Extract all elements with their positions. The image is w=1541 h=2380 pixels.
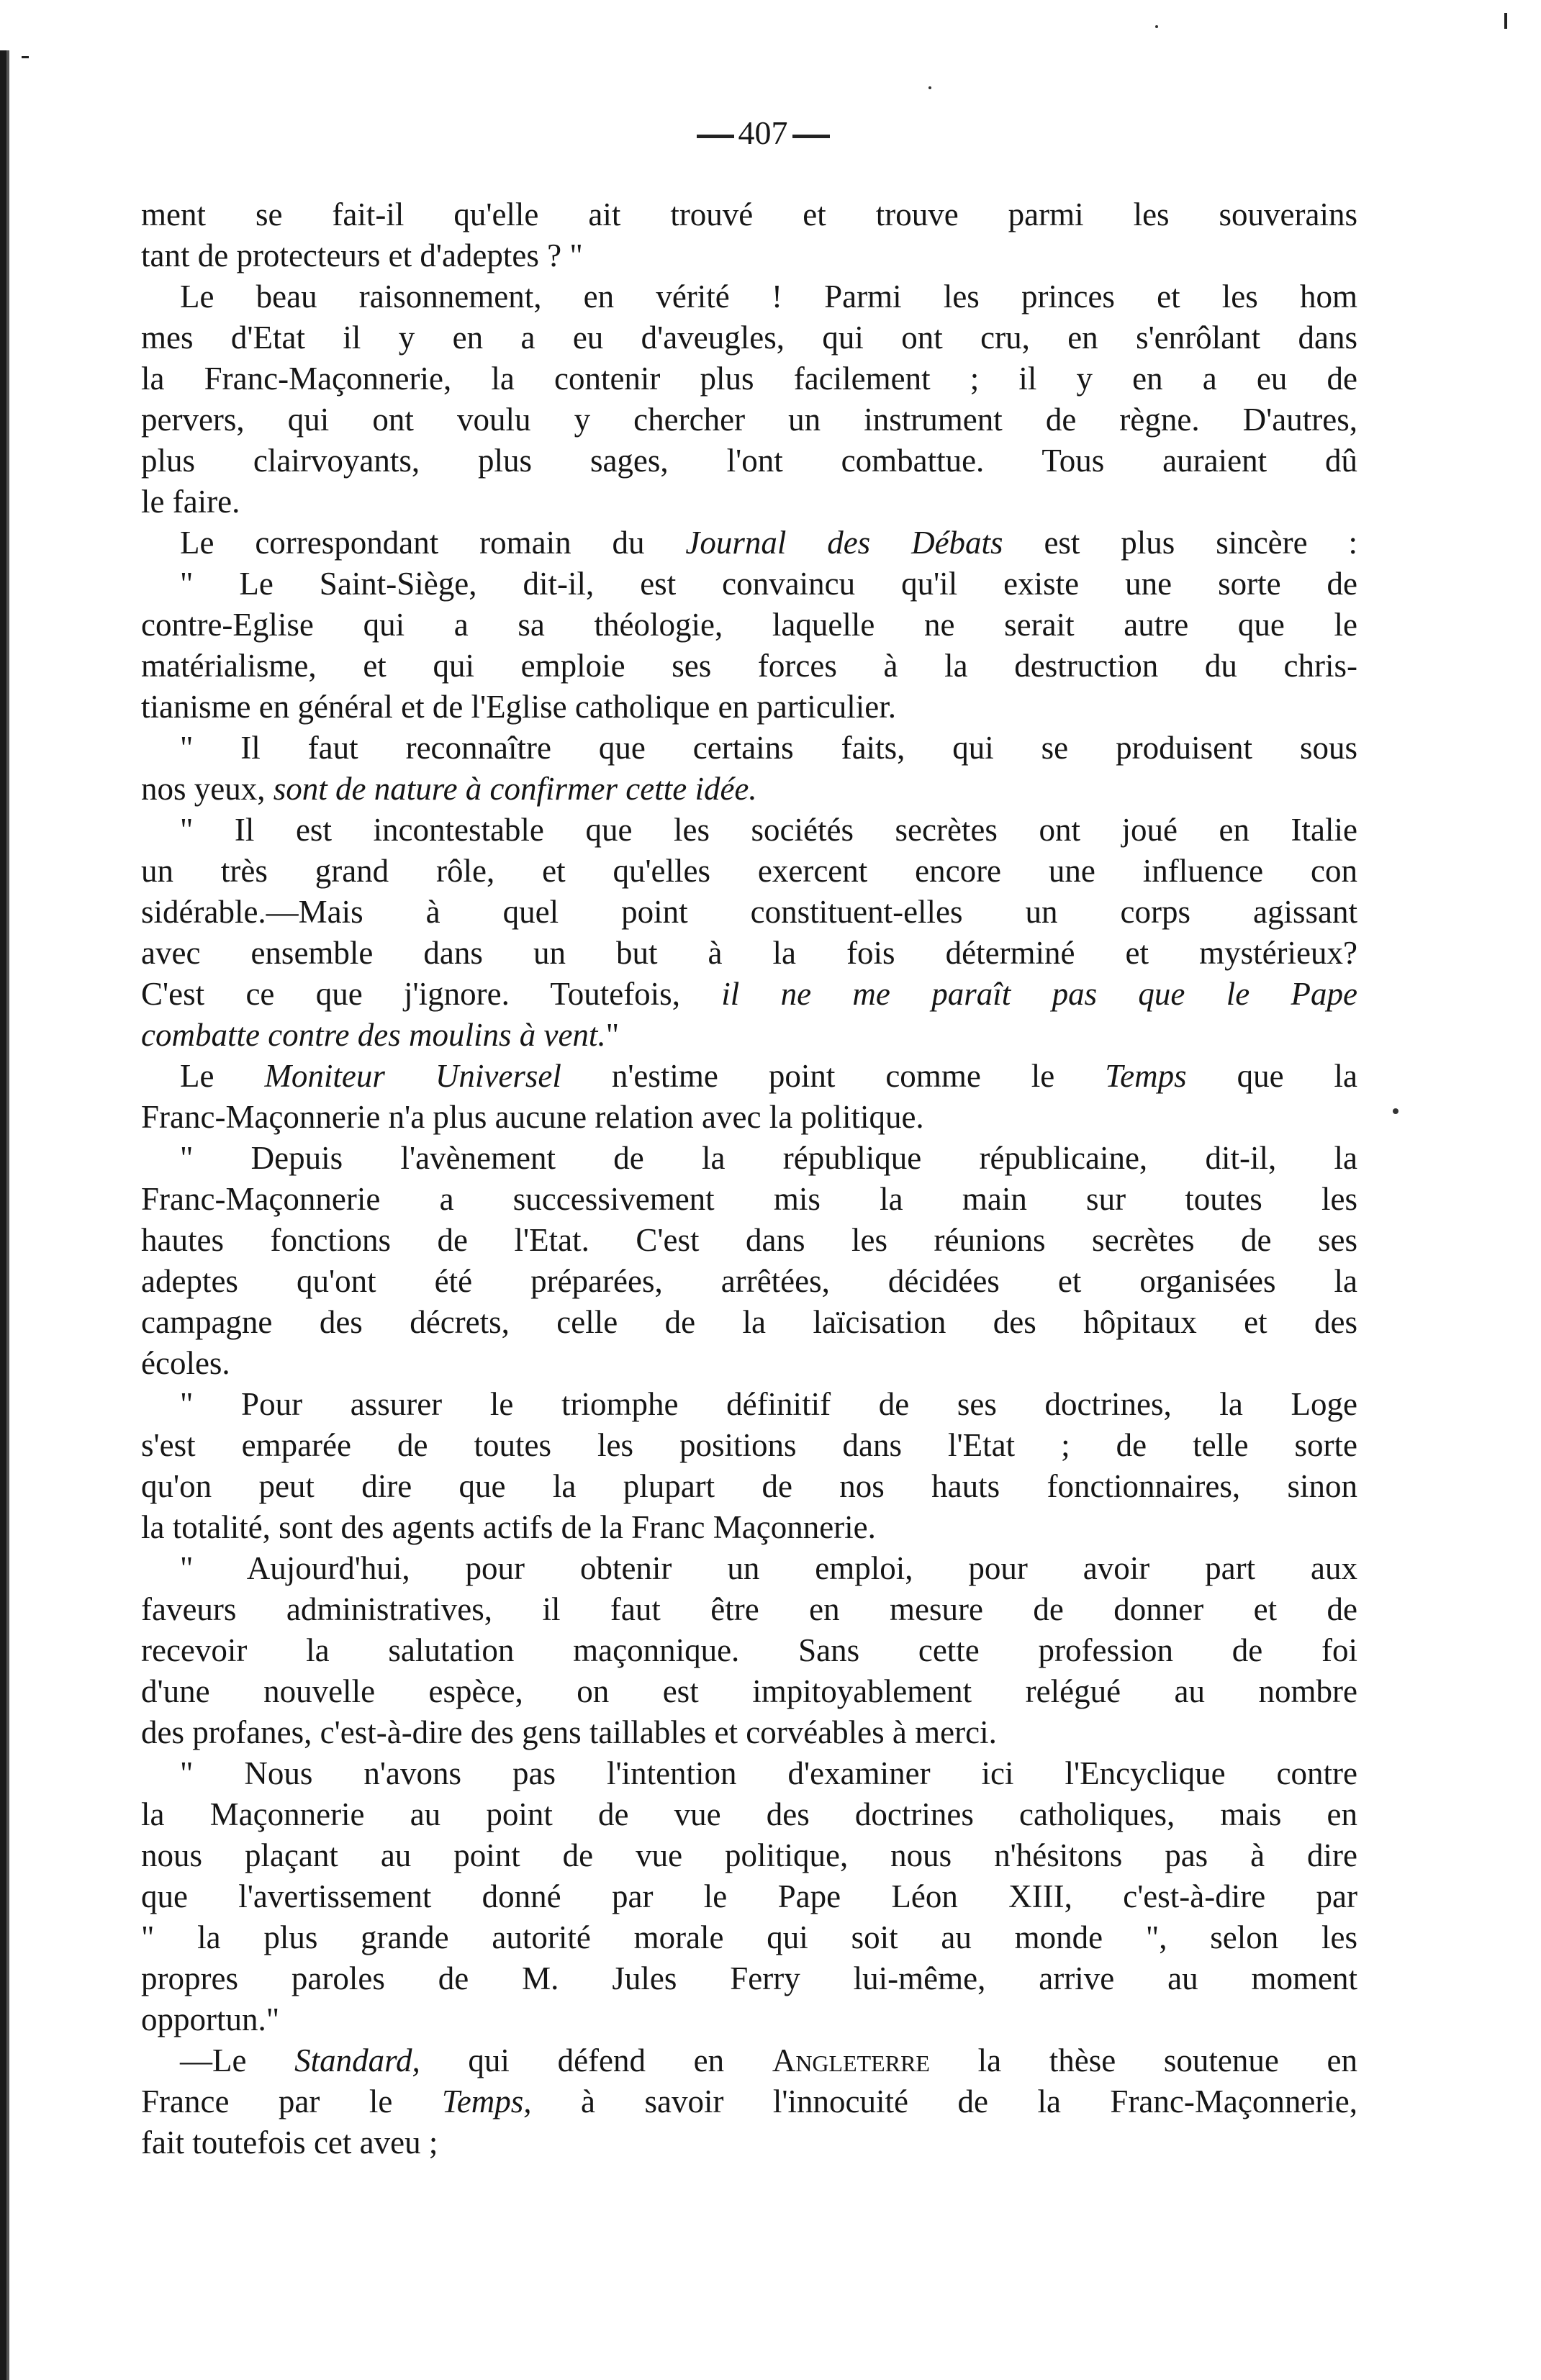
text-line: écoles. [141, 1345, 230, 1381]
italic-phrase: combatte contre des moulins à vent. [141, 1017, 606, 1053]
text-line: tianisme en général et de l'Eglise catholique en particulier. [141, 689, 896, 725]
italic-phrase: il ne me paraît pas que le Pape [721, 976, 1357, 1012]
text-line: la Maçonnerie au point de vue des doctrines catholiques, mais en [141, 1796, 1357, 1832]
journal-title: Journal des Débats [685, 525, 1003, 561]
text-line: Le correspondant romain du Journal des Débats est plus sincère : [180, 525, 1357, 561]
text-line: que l'avertissement donné par le Pape Léon XIII, c'est-à-dire par [141, 1878, 1357, 1914]
scan-speck [928, 86, 931, 89]
moniteur-title: Moniteur Universel [264, 1058, 561, 1094]
text-line: avec ensemble dans un but à la fois déterminé et mystérieux? [141, 935, 1357, 971]
standard-title: Standard, [294, 2042, 420, 2078]
text-line: contre-Eglise qui a sa théologie, laquelle ne serait autre que le [141, 607, 1357, 643]
scan-speck [1393, 1108, 1398, 1114]
text-line: nous plaçant au point de vue politique, nous n'hésitons pas à dire [141, 1837, 1357, 1873]
text-line: qu'on peut dire que la plupart de nos hauts fonctionnaires, sinon [141, 1468, 1357, 1504]
text-line: Le beau raisonnement, en vérité ! Parmi les princes et les hom [180, 279, 1357, 315]
header-dash-right [792, 135, 830, 138]
page-number: 407 [738, 114, 788, 151]
text-line: mes d'Etat il y en a eu d'aveugles, qui ont cru, en s'enrôlant dans [141, 320, 1357, 356]
scan-mark [1504, 13, 1507, 29]
text-line: ment se fait-il qu'elle ait trouvé et trouve parmi les souverains [141, 196, 1357, 232]
text-line: recevoir la salutation maçonnique. Sans cette profession de foi [141, 1632, 1357, 1668]
text-line: C'est ce que j'ignore. Toutefois, il ne me paraît pas que le Pape [141, 976, 1357, 1012]
text-line: fait toutefois cet aveu ; [141, 2125, 438, 2160]
header-dash-left [697, 135, 734, 138]
text-line: France par le Temps, à savoir l'innocuité de la Franc-Maçonnerie, [141, 2083, 1357, 2119]
text-line: " Depuis l'avènement de la république républicaine, dit-il, la [180, 1140, 1357, 1176]
text-line: " Il est incontestable que les sociétés secrètes ont joué en Italie [180, 812, 1357, 848]
text-line: nos yeux, sont de nature à confirmer cette idée. [141, 771, 757, 807]
text-line: la totalité, sont des agents actifs de la Franc Maçonnerie. [141, 1509, 876, 1545]
text-line: propres paroles de M. Jules Ferry lui-même, arrive au moment [141, 1960, 1357, 1996]
text-line: le faire. [141, 484, 240, 520]
text-line: la Franc-Maçonnerie, la contenir plus facilement ; il y en a eu de [141, 361, 1357, 397]
text-line: matérialisme, et qui emploie ses forces à la destruction du chris- [141, 648, 1357, 684]
text-line: d'une nouvelle espèce, on est impitoyablement relégué au nombre [141, 1673, 1357, 1709]
text-line: s'est emparée de toutes les positions dans l'Etat ; de telle sorte [141, 1427, 1357, 1463]
text-line: opportun." [141, 2001, 280, 2037]
scan-speck [1155, 25, 1158, 28]
text-line: combatte contre des moulins à vent." [141, 1017, 620, 1053]
temps-title: Temps, [441, 2083, 532, 2119]
text-line: des profanes, c'est-à-dire des gens taillables et corvéables à merci. [141, 1714, 997, 1750]
text-line: Franc-Maçonnerie n'a plus aucune relation avec la politique. [141, 1099, 924, 1135]
text-line: tant de protecteurs et d'adeptes ? " [141, 237, 583, 273]
text-line: " Nous n'avons pas l'intention d'examiner ici l'Encyclique contre [180, 1755, 1357, 1791]
text-line: un très grand rôle, et qu'elles exercent encore une influence con [141, 853, 1357, 889]
text-line: adeptes qu'ont été préparées, arrêtées, décidées et organisées la [141, 1263, 1357, 1299]
text-line: " Aujourd'hui, pour obtenir un emploi, pour avoir part aux [180, 1550, 1357, 1586]
text-line: —Le Standard, qui défend en Angleterre la thèse soutenue en [180, 2042, 1357, 2078]
text-line: plus clairvoyants, plus sages, l'ont combattue. Tous auraient dû [141, 443, 1357, 479]
body-text [141, 194, 1357, 2163]
text-line: " Pour assurer le triomphe définitif de ses doctrines, la Loge [180, 1386, 1357, 1422]
italic-phrase: sont de nature à confirmer cette idée. [273, 771, 757, 807]
text-line: hautes fonctions de l'Etat. C'est dans les réunions secrètes de ses [141, 1222, 1357, 1258]
text-line: " Le Saint-Siège, dit-il, est convaincu qu'il existe une sorte de [180, 566, 1357, 602]
text-line: " la plus grande autorité morale qui soit au monde ", selon les [141, 1919, 1357, 1955]
text-line: " Il faut reconnaître que certains faits, qui se produisent sous [180, 730, 1357, 766]
angleterre-smallcaps: Angleterre [772, 2042, 930, 2078]
text-line: Le Moniteur Universel n'estime point comme le Temps que la [180, 1058, 1357, 1094]
text-line: pervers, qui ont voulu y chercher un instrument de règne. D'autres, [141, 402, 1357, 438]
text-line: faveurs administratives, il faut être en mesure de donner et de [141, 1591, 1357, 1627]
text-line: sidérable.—Mais à quel point constituent-elles un corps agissant [141, 894, 1357, 930]
scan-mark [22, 56, 29, 58]
text-line: Franc-Maçonnerie a successivement mis la main sur toutes les [141, 1181, 1357, 1217]
binding-edge [0, 50, 17, 2380]
text-line: campagne des décrets, celle de la laïcisation des hôpitaux et des [141, 1304, 1357, 1340]
temps-title: Temps [1105, 1058, 1187, 1094]
page-number-header [633, 108, 892, 158]
